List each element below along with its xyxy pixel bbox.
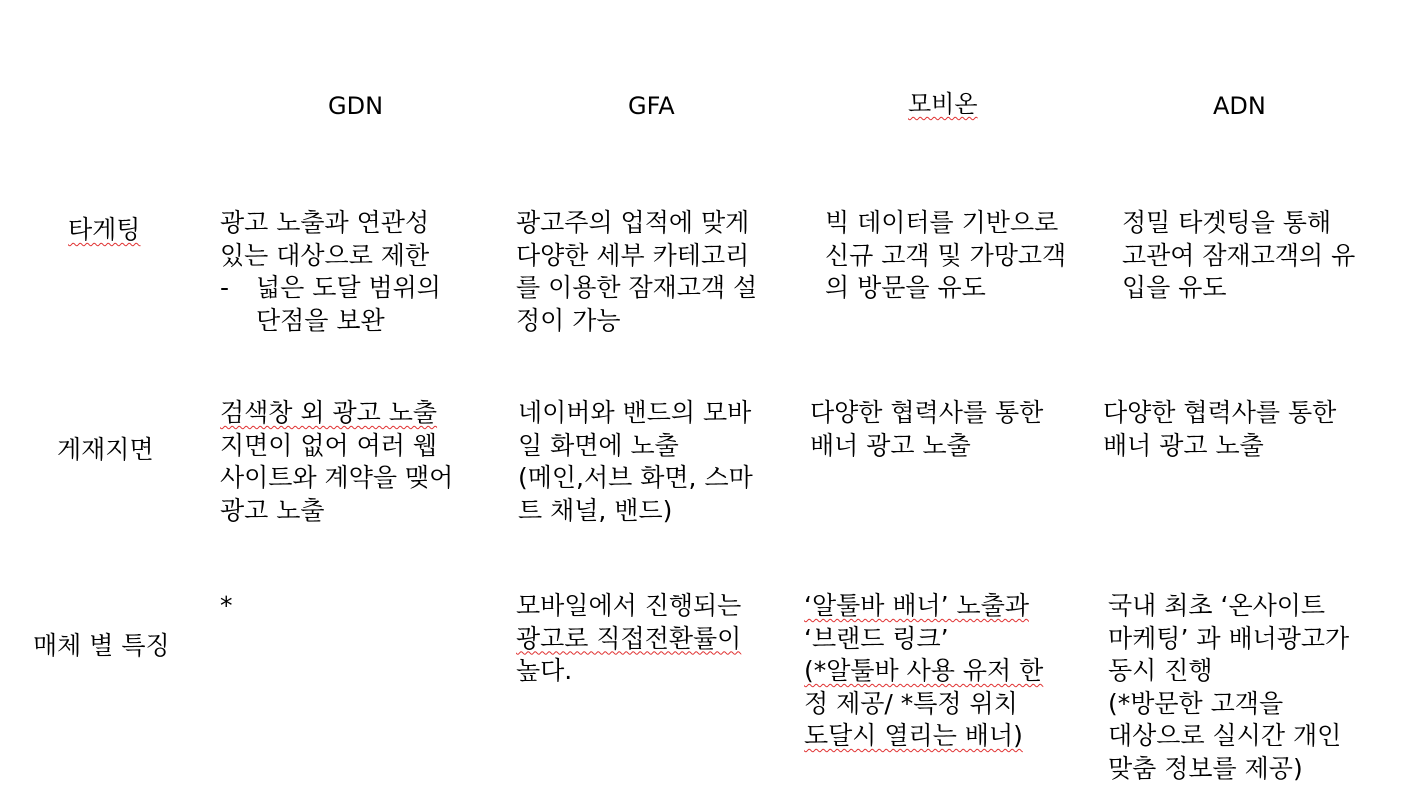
cell-line: 단점을 보완 [256,305,385,335]
cell-line: 다양한 협력사를 통한 [810,398,1044,427]
cell-targeting-gdn [220,207,441,337]
cell-line: 신규 고객 및 가망고객 [825,240,1067,270]
cell-line: 를 이용한 잠재고객 설 [516,273,758,302]
cell-line: 검색창 외 광고 노출 [220,398,438,427]
cell-targeting-mobion [825,207,1066,305]
cell-features-adn [1108,590,1349,785]
cell-line: 다양한 세부 카테고리 [516,240,750,270]
cell-line: 의 방문을 유도 [825,273,986,302]
header-gfa: GFA [628,92,675,120]
cell-targeting-adn [1122,207,1355,305]
cell-line: 넓은 도달 범위의 [256,273,441,302]
row-label-placement: 게재지면 [57,435,154,464]
cell-line: ‘브랜드 링크’ [804,623,949,653]
cell-line: 트 채널, 밴드) [518,495,673,525]
cell-line: 도달시 열리는 배너) [804,721,1023,750]
cell-line: 빅 데이터를 기반으로 [825,208,1059,237]
cell-line: 입을 유도 [1122,273,1227,302]
cell-placement-gfa [518,397,753,527]
cell-line: (*방문한 고객을 [1108,688,1284,718]
cell-line: * [220,591,233,620]
header-gdn: GDN [328,92,384,120]
cell-line: 맞춤 정보를 제공) [1108,753,1303,783]
cell-line: ‘알툴바 배너’ 노출과 [804,591,1029,620]
cell-line: 다양한 협력사를 통한 [1103,398,1337,427]
cell-line: 국내 최초 ‘온사이트 [1108,591,1326,620]
cell-line: (메인,서브 화면, 스마 [518,463,753,492]
cell-line: 마케팅’ 과 배너광고가 [1108,623,1350,653]
cell-line: 정밀 타겟팅을 통해 [1122,208,1332,237]
cell-targeting-gfa [516,207,757,337]
cell-features-mobion [804,590,1043,753]
cell-line: 광고로 직접전환률이 [516,623,742,653]
cell-line: 있는 대상으로 제한 [220,240,430,270]
cell-line: 정 제공/ *특정 위치 [804,688,1018,718]
cell-line: 일 화면에 노출 [518,430,679,460]
cell-line: 대상으로 실시간 개인 [1108,721,1342,750]
header-mobion: 모비온 [908,90,978,118]
cell-line: 높다. [516,656,573,685]
cell-line: 광고 노출과 연관성 [220,208,430,237]
cell-line: 지면이 없어 여러 웹 [220,430,438,460]
cell-line: 고관여 잠재고객의 유 [1122,240,1356,270]
cell-line: 사이트와 계약을 맺어 [220,463,454,492]
cell-features-gfa [516,590,741,688]
cell-placement-gdn [220,397,453,527]
cell-features-gdn [220,590,233,623]
cell-line: 배너 광고 노출 [1103,430,1264,460]
bullet-item [220,272,441,305]
cell-placement-mobion [810,397,1043,462]
cell-line: (*알툴바 사용 유저 한 [804,656,1044,685]
cell-line: 동시 진행 [1108,656,1213,685]
row-label-features: 매체 별 특징 [33,631,170,660]
cell-line: 모바일에서 진행되는 [516,591,742,620]
row-label-targeting: 타게팅 [68,215,141,244]
cell-line: 광고 노출 [220,495,325,525]
cell-line: 네이버와 밴드의 모바 [518,398,752,427]
bullet-dash: - [220,273,230,302]
cell-line: 배너 광고 노출 [810,430,971,460]
cell-line: 광고주의 업적에 맞게 [516,208,750,237]
cell-placement-adn [1103,397,1336,462]
cell-line: 정이 가능 [516,305,621,335]
header-adn: ADN [1213,92,1266,120]
